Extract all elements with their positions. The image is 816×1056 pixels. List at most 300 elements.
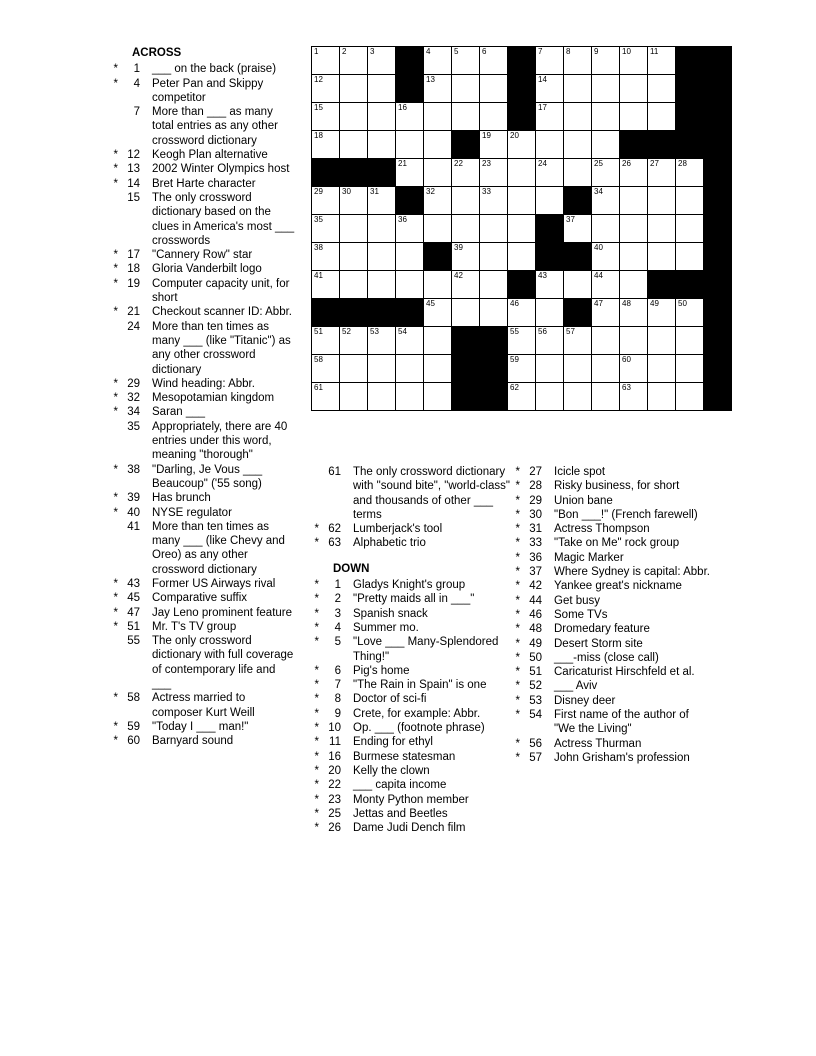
grid-cell[interactable] bbox=[480, 271, 508, 299]
grid-cell[interactable] bbox=[424, 187, 452, 215]
clue-text: Caricaturist Hirschfeld et al. bbox=[554, 666, 695, 679]
grid-cell[interactable] bbox=[536, 47, 564, 75]
grid-cell-number: 19 bbox=[482, 131, 491, 140]
grid-cell[interactable] bbox=[564, 215, 592, 243]
clue-item[interactable] bbox=[512, 508, 712, 522]
clue-text: Alphabetic trio bbox=[353, 537, 426, 550]
clue-item[interactable] bbox=[512, 494, 712, 508]
clue-item[interactable] bbox=[110, 520, 295, 577]
clue-item[interactable] bbox=[311, 821, 511, 835]
clue-number: 58 bbox=[127, 692, 140, 705]
grid-cell[interactable] bbox=[564, 159, 592, 187]
grid-cell-number: 35 bbox=[314, 215, 323, 224]
grid-cell[interactable] bbox=[620, 159, 648, 187]
clue-text: More than ___ as many total entries as any other crossword dictionary bbox=[152, 106, 278, 147]
clue-item[interactable] bbox=[311, 635, 511, 664]
grid-cell[interactable] bbox=[340, 103, 368, 131]
clue-star-marker: * bbox=[515, 566, 520, 579]
grid-cell[interactable] bbox=[480, 243, 508, 271]
clue-item[interactable] bbox=[311, 721, 511, 735]
grid-cell[interactable] bbox=[536, 131, 564, 159]
grid-cell[interactable] bbox=[592, 215, 620, 243]
clue-item[interactable] bbox=[110, 162, 295, 176]
clue-star-marker: * bbox=[314, 779, 319, 792]
clue-number: 61 bbox=[328, 466, 341, 478]
grid-row bbox=[312, 75, 732, 103]
grid-cell[interactable] bbox=[396, 215, 424, 243]
grid-cell[interactable] bbox=[424, 75, 452, 103]
clue-item[interactable] bbox=[311, 778, 511, 792]
grid-cell[interactable] bbox=[480, 299, 508, 327]
grid-cell[interactable] bbox=[368, 215, 396, 243]
clue-item[interactable] bbox=[311, 735, 511, 749]
grid-cell[interactable] bbox=[508, 215, 536, 243]
grid-cell-block bbox=[704, 355, 732, 383]
clue-item[interactable] bbox=[110, 506, 295, 520]
grid-cell[interactable] bbox=[480, 47, 508, 75]
grid-cell[interactable] bbox=[592, 187, 620, 215]
grid-cell[interactable] bbox=[396, 383, 424, 411]
clue-item[interactable] bbox=[110, 577, 295, 591]
clue-item[interactable] bbox=[110, 320, 295, 377]
grid-cell[interactable] bbox=[564, 47, 592, 75]
clue-number: 44 bbox=[529, 594, 542, 607]
grid-cell[interactable] bbox=[452, 299, 480, 327]
grid-cell-number: 40 bbox=[594, 243, 603, 252]
grid-cell[interactable] bbox=[564, 75, 592, 103]
across-heading: ACROSS bbox=[132, 47, 182, 59]
grid-cell[interactable] bbox=[592, 299, 620, 327]
clue-item[interactable] bbox=[512, 465, 712, 479]
grid-cell[interactable] bbox=[648, 47, 676, 75]
clue-star-marker: * bbox=[113, 377, 118, 390]
grid-cell[interactable] bbox=[508, 383, 536, 411]
grid-cell[interactable] bbox=[312, 271, 340, 299]
clue-star-marker: * bbox=[314, 636, 319, 649]
clue-text: "Darling, Je Vous ___ Beaucoup" ('55 song) bbox=[152, 463, 263, 490]
grid-cell-block bbox=[704, 271, 732, 299]
grid-cell[interactable] bbox=[368, 187, 396, 215]
grid-cell[interactable] bbox=[480, 215, 508, 243]
grid-cell[interactable] bbox=[508, 131, 536, 159]
grid-cell[interactable] bbox=[620, 271, 648, 299]
grid-cell[interactable] bbox=[424, 131, 452, 159]
grid-cell[interactable] bbox=[648, 75, 676, 103]
grid-cell[interactable] bbox=[648, 215, 676, 243]
grid-cell[interactable] bbox=[676, 159, 704, 187]
grid-cell-block bbox=[648, 131, 676, 159]
grid-cell[interactable] bbox=[592, 103, 620, 131]
grid-cell[interactable] bbox=[508, 243, 536, 271]
grid-cell[interactable] bbox=[452, 47, 480, 75]
grid-cell-number: 23 bbox=[482, 159, 491, 168]
clue-item[interactable] bbox=[311, 750, 511, 764]
grid-cell[interactable] bbox=[452, 271, 480, 299]
grid-cell[interactable] bbox=[312, 327, 340, 355]
grid-cell[interactable] bbox=[648, 187, 676, 215]
grid-cell-block bbox=[536, 215, 564, 243]
clue-star-marker: * bbox=[314, 707, 319, 720]
grid-cell-number: 27 bbox=[650, 159, 659, 168]
grid-cell[interactable] bbox=[368, 271, 396, 299]
grid-cell[interactable] bbox=[536, 327, 564, 355]
clue-item[interactable] bbox=[110, 105, 295, 148]
grid-cell[interactable] bbox=[648, 103, 676, 131]
clue-item[interactable] bbox=[512, 751, 712, 765]
grid-cell[interactable] bbox=[340, 243, 368, 271]
clue-item[interactable] bbox=[512, 737, 712, 751]
clue-item[interactable] bbox=[512, 679, 712, 693]
clue-number: 29 bbox=[529, 494, 542, 507]
grid-cell[interactable] bbox=[340, 327, 368, 355]
grid-cell[interactable] bbox=[340, 355, 368, 383]
grid-cell[interactable] bbox=[452, 159, 480, 187]
clue-item[interactable] bbox=[311, 692, 511, 706]
grid-cell[interactable] bbox=[312, 243, 340, 271]
grid-cell[interactable] bbox=[312, 215, 340, 243]
grid-cell[interactable] bbox=[480, 103, 508, 131]
clue-text: Actress Thompson bbox=[554, 523, 650, 536]
clue-item[interactable] bbox=[110, 606, 295, 620]
clue-item[interactable] bbox=[110, 405, 295, 419]
grid-cell[interactable] bbox=[592, 159, 620, 187]
clue-item[interactable] bbox=[512, 479, 712, 493]
grid-cell[interactable] bbox=[312, 131, 340, 159]
clue-star-marker: * bbox=[113, 606, 118, 619]
grid-cell-number: 22 bbox=[454, 159, 463, 168]
grid-cell[interactable] bbox=[396, 327, 424, 355]
clue-star-marker: * bbox=[113, 506, 118, 519]
clue-text: Appropriately, there are 40 entries under this word, meaning "thorough" bbox=[152, 420, 288, 462]
grid-cell-number: 10 bbox=[622, 47, 631, 56]
clue-item[interactable] bbox=[110, 377, 295, 391]
clue-text: "Love ___ Many-Splendored Thing!" bbox=[353, 636, 499, 663]
grid-cell[interactable] bbox=[340, 131, 368, 159]
grid-cell[interactable] bbox=[508, 299, 536, 327]
clue-number: 62 bbox=[328, 523, 341, 536]
grid-cell-number: 21 bbox=[398, 159, 407, 168]
grid-cell[interactable] bbox=[536, 159, 564, 187]
grid-cell[interactable] bbox=[424, 299, 452, 327]
clue-number: 27 bbox=[529, 466, 542, 478]
clue-item[interactable] bbox=[110, 391, 295, 405]
grid-cell[interactable] bbox=[648, 355, 676, 383]
grid-cell-block bbox=[396, 187, 424, 215]
grid-cell[interactable] bbox=[452, 243, 480, 271]
grid-cell[interactable] bbox=[312, 47, 340, 75]
grid-cell[interactable] bbox=[452, 187, 480, 215]
grid-cell[interactable] bbox=[536, 187, 564, 215]
clue-item[interactable] bbox=[110, 591, 295, 605]
grid-cell[interactable] bbox=[676, 243, 704, 271]
clue-item[interactable] bbox=[512, 622, 712, 636]
grid-cell[interactable] bbox=[424, 215, 452, 243]
grid-cell[interactable] bbox=[340, 215, 368, 243]
grid-cell[interactable] bbox=[536, 383, 564, 411]
clue-item[interactable] bbox=[110, 177, 295, 191]
clue-text: Some TVs bbox=[554, 608, 608, 621]
grid-cell[interactable] bbox=[312, 355, 340, 383]
grid-cell[interactable] bbox=[536, 103, 564, 131]
grid-cell-number: 39 bbox=[454, 243, 463, 252]
grid-cell-number: 54 bbox=[398, 327, 407, 336]
grid-cell[interactable] bbox=[396, 159, 424, 187]
grid-cell[interactable] bbox=[480, 131, 508, 159]
clue-item[interactable] bbox=[110, 77, 295, 106]
grid-cell-number: 13 bbox=[426, 75, 435, 84]
clue-text: Ending for ethyl bbox=[353, 736, 433, 749]
grid-cell[interactable] bbox=[424, 383, 452, 411]
grid-cell[interactable] bbox=[648, 159, 676, 187]
clue-star-marker: * bbox=[314, 750, 319, 763]
grid-cell[interactable] bbox=[620, 299, 648, 327]
grid-cell[interactable] bbox=[592, 271, 620, 299]
grid-cell[interactable] bbox=[424, 47, 452, 75]
grid-cell[interactable] bbox=[340, 271, 368, 299]
clue-number: 20 bbox=[328, 764, 341, 777]
grid-cell[interactable] bbox=[648, 299, 676, 327]
grid-cell-number: 55 bbox=[510, 327, 519, 336]
grid-cell[interactable] bbox=[648, 327, 676, 355]
grid-cell[interactable] bbox=[592, 47, 620, 75]
grid-cell[interactable] bbox=[676, 299, 704, 327]
grid-cell[interactable] bbox=[592, 355, 620, 383]
clue-item[interactable] bbox=[512, 579, 712, 593]
clue-item[interactable] bbox=[512, 651, 712, 665]
grid-cell[interactable] bbox=[452, 75, 480, 103]
clue-item[interactable] bbox=[311, 621, 511, 635]
grid-cell[interactable] bbox=[368, 383, 396, 411]
grid-cell[interactable] bbox=[620, 327, 648, 355]
grid-row bbox=[312, 327, 732, 355]
grid-cell[interactable] bbox=[480, 159, 508, 187]
grid-row bbox=[312, 243, 732, 271]
grid-cell[interactable] bbox=[452, 103, 480, 131]
clue-item[interactable] bbox=[311, 707, 511, 721]
grid-cell[interactable] bbox=[424, 159, 452, 187]
grid-cell[interactable] bbox=[676, 355, 704, 383]
clue-number: 10 bbox=[328, 722, 341, 735]
grid-cell[interactable] bbox=[340, 75, 368, 103]
clue-item[interactable] bbox=[512, 551, 712, 565]
grid-cell[interactable] bbox=[368, 243, 396, 271]
clue-item[interactable] bbox=[311, 793, 511, 807]
grid-cell[interactable] bbox=[396, 271, 424, 299]
clue-text: Mr. T's TV group bbox=[152, 620, 237, 633]
grid-cell[interactable] bbox=[312, 75, 340, 103]
grid-cell[interactable] bbox=[312, 103, 340, 131]
clue-item[interactable] bbox=[512, 708, 712, 737]
clue-text: "Today I ___ man!" bbox=[152, 720, 249, 733]
clue-item[interactable] bbox=[311, 764, 511, 778]
grid-cell[interactable] bbox=[648, 383, 676, 411]
grid-cell[interactable] bbox=[620, 103, 648, 131]
clue-item[interactable] bbox=[311, 678, 511, 692]
clue-text: ___-miss (close call) bbox=[554, 651, 659, 664]
clue-item[interactable] bbox=[110, 463, 295, 492]
crossword-grid-table[interactable] bbox=[311, 46, 732, 411]
grid-cell[interactable] bbox=[620, 75, 648, 103]
clue-item[interactable] bbox=[110, 148, 295, 162]
clue-number: 17 bbox=[127, 249, 140, 262]
clue-item[interactable] bbox=[110, 191, 295, 248]
clue-item[interactable] bbox=[512, 565, 712, 579]
clue-text: Disney deer bbox=[554, 694, 616, 707]
clue-item[interactable] bbox=[512, 522, 712, 536]
grid-cell[interactable] bbox=[508, 187, 536, 215]
grid-cell[interactable] bbox=[340, 187, 368, 215]
grid-cell[interactable] bbox=[396, 131, 424, 159]
clue-star-marker: * bbox=[515, 523, 520, 536]
grid-cell[interactable] bbox=[620, 47, 648, 75]
clue-item[interactable] bbox=[512, 608, 712, 622]
clue-item[interactable] bbox=[311, 578, 511, 592]
grid-cell[interactable] bbox=[564, 327, 592, 355]
clue-text: ___ on the back (praise) bbox=[152, 63, 277, 76]
clue-item[interactable] bbox=[110, 420, 295, 463]
grid-cell[interactable] bbox=[452, 215, 480, 243]
grid-cell[interactable] bbox=[368, 327, 396, 355]
grid-cell[interactable] bbox=[368, 103, 396, 131]
clue-number: 53 bbox=[529, 694, 542, 707]
grid-cell[interactable] bbox=[564, 383, 592, 411]
grid-cell[interactable] bbox=[564, 271, 592, 299]
grid-cell[interactable] bbox=[424, 355, 452, 383]
grid-cell[interactable] bbox=[592, 131, 620, 159]
grid-cell[interactable] bbox=[396, 243, 424, 271]
clue-item[interactable] bbox=[311, 465, 511, 522]
grid-cell[interactable] bbox=[676, 327, 704, 355]
grid-cell[interactable] bbox=[620, 383, 648, 411]
grid-cell-block bbox=[368, 159, 396, 187]
grid-cell[interactable] bbox=[368, 131, 396, 159]
clue-text: "Pretty maids all in ___" bbox=[353, 593, 475, 606]
clue-number: 36 bbox=[529, 551, 542, 564]
clue-star-marker: * bbox=[113, 249, 118, 262]
clue-item[interactable] bbox=[110, 248, 295, 262]
grid-cell[interactable] bbox=[620, 243, 648, 271]
grid-cell-block bbox=[508, 103, 536, 131]
clue-text: Dromedary feature bbox=[554, 623, 650, 636]
grid-cell[interactable] bbox=[480, 187, 508, 215]
grid-cell[interactable] bbox=[564, 131, 592, 159]
grid-cell[interactable] bbox=[676, 383, 704, 411]
grid-cell[interactable] bbox=[676, 187, 704, 215]
grid-cell[interactable] bbox=[508, 355, 536, 383]
across-clue-column-1 bbox=[110, 46, 295, 749]
clue-number: 15 bbox=[127, 191, 140, 204]
grid-cell[interactable] bbox=[508, 327, 536, 355]
grid-cell[interactable] bbox=[620, 187, 648, 215]
grid-cell[interactable] bbox=[340, 383, 368, 411]
clue-number: 25 bbox=[328, 807, 341, 820]
clue-item[interactable] bbox=[311, 607, 511, 621]
grid-cell[interactable] bbox=[536, 355, 564, 383]
grid-cell[interactable] bbox=[340, 47, 368, 75]
grid-cell[interactable] bbox=[312, 187, 340, 215]
clue-number: 52 bbox=[529, 680, 542, 693]
clue-star-marker: * bbox=[113, 306, 118, 319]
clue-item[interactable] bbox=[110, 491, 295, 505]
grid-cell[interactable] bbox=[676, 215, 704, 243]
clue-number: 51 bbox=[127, 620, 140, 633]
clue-item[interactable] bbox=[110, 277, 295, 306]
grid-cell[interactable] bbox=[368, 75, 396, 103]
clue-text: "Cannery Row" star bbox=[152, 249, 253, 262]
clue-number: 63 bbox=[328, 537, 341, 550]
clue-item[interactable] bbox=[512, 637, 712, 651]
grid-cell-number: 63 bbox=[622, 383, 631, 392]
grid-cell[interactable] bbox=[480, 75, 508, 103]
clue-number: 1 bbox=[133, 63, 140, 76]
clue-item[interactable] bbox=[110, 734, 295, 748]
grid-cell[interactable] bbox=[592, 383, 620, 411]
grid-cell[interactable] bbox=[536, 299, 564, 327]
grid-cell-block bbox=[452, 383, 480, 411]
clue-item[interactable] bbox=[110, 62, 295, 76]
clue-item[interactable] bbox=[110, 691, 295, 720]
grid-cell-number: 43 bbox=[538, 271, 547, 280]
clue-item[interactable] bbox=[311, 807, 511, 821]
grid-cell[interactable] bbox=[396, 103, 424, 131]
clue-item[interactable] bbox=[311, 592, 511, 606]
clue-number: 46 bbox=[529, 608, 542, 621]
clue-item[interactable] bbox=[311, 536, 511, 550]
clue-item[interactable] bbox=[110, 305, 295, 319]
clue-star-marker: * bbox=[113, 392, 118, 405]
clue-item[interactable] bbox=[512, 694, 712, 708]
grid-cell[interactable] bbox=[564, 103, 592, 131]
grid-cell[interactable] bbox=[592, 327, 620, 355]
grid-cell[interactable] bbox=[620, 215, 648, 243]
clue-item[interactable] bbox=[311, 522, 511, 536]
clue-item[interactable] bbox=[110, 720, 295, 734]
clue-item[interactable] bbox=[512, 594, 712, 608]
clue-item[interactable] bbox=[311, 664, 511, 678]
clue-item[interactable] bbox=[110, 262, 295, 276]
grid-cell[interactable] bbox=[536, 75, 564, 103]
clue-text: Dame Judi Dench film bbox=[353, 822, 466, 835]
grid-cell[interactable] bbox=[536, 271, 564, 299]
grid-cell-block bbox=[340, 299, 368, 327]
grid-cell[interactable] bbox=[312, 383, 340, 411]
grid-cell-number: 1 bbox=[314, 47, 319, 56]
clue-item[interactable] bbox=[110, 620, 295, 634]
clue-item[interactable] bbox=[512, 536, 712, 550]
grid-cell[interactable] bbox=[424, 103, 452, 131]
grid-cell[interactable] bbox=[424, 271, 452, 299]
clue-star-marker: * bbox=[515, 594, 520, 607]
grid-cell[interactable] bbox=[368, 355, 396, 383]
grid-cell-block bbox=[396, 75, 424, 103]
clue-item[interactable] bbox=[110, 634, 295, 691]
grid-cell-block bbox=[676, 131, 704, 159]
across-clue-list bbox=[110, 62, 295, 748]
grid-cell[interactable] bbox=[424, 327, 452, 355]
grid-cell-block bbox=[676, 75, 704, 103]
grid-cell[interactable] bbox=[396, 355, 424, 383]
grid-cell[interactable] bbox=[648, 243, 676, 271]
grid-cell[interactable] bbox=[368, 47, 396, 75]
grid-cell[interactable] bbox=[620, 355, 648, 383]
clue-text: Where Sydney is capital: Abbr. bbox=[554, 566, 710, 579]
clue-item[interactable] bbox=[512, 665, 712, 679]
grid-cell[interactable] bbox=[592, 243, 620, 271]
grid-cell[interactable] bbox=[508, 159, 536, 187]
crossword-grid[interactable] bbox=[311, 46, 732, 411]
grid-cell[interactable] bbox=[564, 355, 592, 383]
grid-cell[interactable] bbox=[592, 75, 620, 103]
